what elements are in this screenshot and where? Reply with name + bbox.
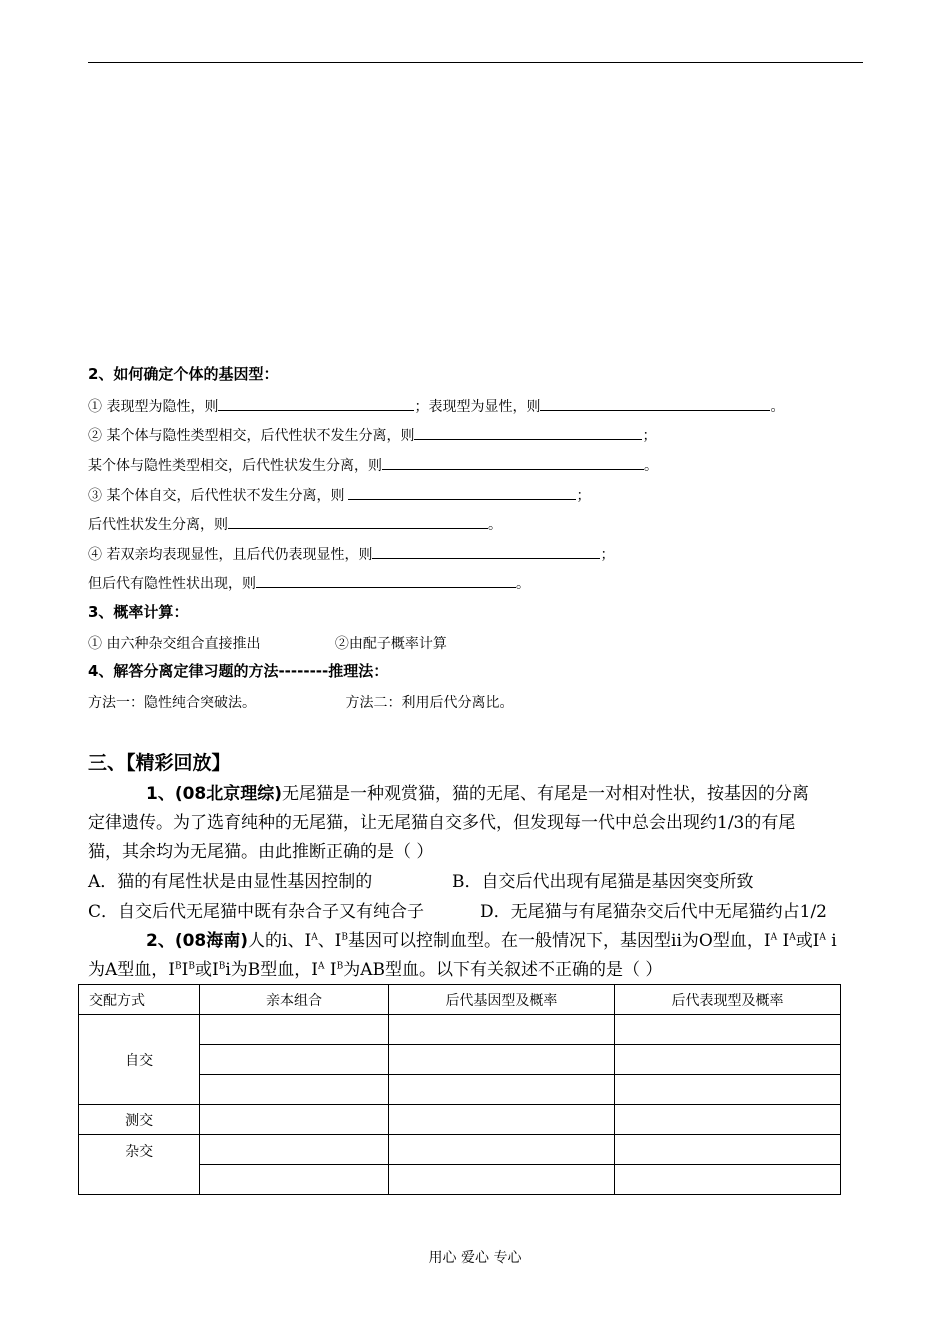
fill-line-4 [88, 485, 590, 505]
header-rule [88, 62, 863, 63]
text: 。 [516, 576, 530, 592]
table-cell[interactable] [614, 1015, 840, 1045]
table-cell[interactable] [388, 1165, 614, 1195]
superscript: A [317, 961, 325, 972]
answer-blank[interactable] [348, 485, 576, 500]
probability-methods [88, 633, 447, 653]
fill-line-1 [88, 396, 784, 416]
superscript: B [341, 932, 349, 943]
superscript: A [789, 932, 796, 943]
text: ④ 若双亲均表现显性，且后代仍表现显性，则 [88, 547, 373, 563]
table-row [79, 1105, 841, 1135]
answer-blank[interactable] [218, 396, 414, 411]
text: ③ 某个体自交，后代性状不发生分离，则 [88, 488, 345, 504]
method-item: ②由配子概率计算 [334, 636, 447, 652]
table-cell[interactable] [614, 1075, 840, 1105]
text: 。 [770, 399, 785, 415]
question-1-line-1 [146, 779, 809, 804]
text: I [777, 931, 790, 951]
text: I [181, 960, 189, 980]
table-cell[interactable] [200, 1135, 389, 1165]
superscript: A [819, 932, 826, 943]
method-item: 方法一：隐性纯合突破法。 [88, 695, 256, 711]
header-cell: 交配方式 [79, 985, 200, 1015]
text: ；表现型为显性，则 [414, 399, 541, 415]
superscript: A [770, 932, 778, 943]
table-cell[interactable] [614, 1045, 840, 1075]
text: 基因可以控制血型。在一般情况下，基因型ii为O型血，I [348, 931, 771, 951]
section-3-heading: 3、概率计算： [88, 603, 189, 621]
text: i为B型血，I [225, 960, 318, 980]
header-cell: 后代表现型及概率 [614, 985, 840, 1015]
option-c[interactable]: C．自交后代无尾猫中既有杂合子又有纯合子 [88, 902, 425, 922]
table-cell[interactable] [388, 1135, 614, 1165]
answer-blank[interactable] [228, 514, 488, 529]
text: ； [642, 428, 657, 444]
text: i [825, 931, 837, 951]
table-cell[interactable] [388, 1075, 614, 1105]
text: ； [600, 547, 615, 563]
table-cell[interactable] [614, 1135, 840, 1165]
question-1-line-3: 猫，其余均为无尾猫。由此推断正确的是（ ） [88, 842, 434, 862]
table-cell[interactable] [200, 1075, 389, 1105]
text: 或I [194, 960, 219, 980]
question-label: 1、(08北京理综) [146, 784, 283, 804]
review-heading: 三、【精彩回放】 [88, 752, 231, 774]
table-row [79, 1015, 841, 1045]
answer-blank[interactable] [382, 455, 644, 470]
page-footer: 用心 爱心 专心 [428, 1250, 522, 1266]
section-2-heading: 2、如何确定个体的基因型： [88, 365, 279, 383]
text: 人的i、I [248, 931, 312, 951]
text: 。 [488, 517, 502, 533]
table-cell[interactable] [200, 1105, 389, 1135]
row-label-selfing: 自交 [79, 1015, 200, 1105]
text: 为A型血，I [88, 960, 175, 980]
superscript: B [175, 961, 182, 972]
option-d[interactable]: D．无尾猫与有尾猫杂交后代中无尾猫约占1/2 [480, 902, 827, 922]
answer-blank[interactable] [372, 544, 600, 559]
fill-line-2 [88, 425, 656, 445]
header-cell: 后代基因型及概率 [388, 985, 614, 1015]
question-2-line-2 [88, 955, 662, 980]
method-item: ① 由六种杂交组合直接推出 [88, 636, 261, 652]
table-cell[interactable] [614, 1105, 840, 1135]
text: ② 某个体与隐性类型相交，后代性状不发生分离，则 [88, 428, 415, 444]
text: ① 表现型为隐性，则 [88, 399, 219, 415]
table-cell[interactable] [388, 1045, 614, 1075]
text: ； [576, 488, 591, 504]
text: 为AB型血。以下有关叙述不正确的是（ ） [343, 960, 663, 980]
superscript: B [218, 961, 226, 972]
question-label: 2、(08海南) [146, 931, 249, 951]
answer-blank[interactable] [256, 573, 516, 588]
question-text: 无尾猫是一种观赏猫，猫的无尾、有尾是一对相对性状，按基因的分离 [282, 784, 810, 804]
table-cell[interactable] [388, 1105, 614, 1135]
superscript: B [188, 961, 195, 972]
method-item: 方法二：利用后代分离比。 [345, 695, 514, 711]
table-row [79, 1135, 841, 1165]
reasoning-methods [88, 692, 513, 712]
question-2-line-1 [146, 926, 837, 951]
options-row-2 [88, 897, 827, 922]
table-cell[interactable] [388, 1015, 614, 1045]
table-header-row [79, 985, 841, 1015]
text: 。 [644, 458, 658, 474]
text: 后代性状发生分离，则 [88, 517, 228, 533]
table-cell[interactable] [614, 1165, 840, 1195]
fill-line-6 [88, 544, 614, 564]
text: 某个体与隐性类型相交，后代性状发生分离，则 [88, 458, 382, 474]
header-cell: 亲本组合 [200, 985, 389, 1015]
table-cell[interactable] [200, 1165, 389, 1195]
row-label-cross: 杂交 [79, 1135, 200, 1195]
fill-line-3 [88, 455, 658, 475]
text: 、I [317, 931, 342, 951]
table-cell[interactable] [200, 1015, 389, 1045]
cross-table [78, 984, 841, 1195]
text: 或I [795, 931, 820, 951]
text: 但后代有隐性性状出现，则 [88, 576, 256, 592]
fill-line-5 [88, 514, 502, 534]
option-b[interactable]: B．自交后代出现有尾猫是基因突变所致 [452, 872, 754, 892]
option-a[interactable]: A．猫的有尾性状是由显性基因控制的 [88, 872, 373, 892]
table-cell[interactable] [200, 1045, 389, 1075]
answer-blank[interactable] [540, 396, 770, 411]
answer-blank[interactable] [414, 425, 642, 440]
row-label-testcross: 测交 [79, 1105, 200, 1135]
superscript: A [311, 932, 318, 943]
superscript: B [336, 961, 344, 972]
section-4-heading: 4、解答分离定律习题的方法--------推理法： [88, 662, 389, 680]
options-row-1 [88, 867, 754, 892]
question-1-line-2: 定律遗传。为了选育纯种的无尾猫，让无尾猫自交多代，但发现每一代中总会出现约1/3的有尾 [88, 813, 796, 833]
text: I [324, 960, 337, 980]
fill-line-7 [88, 573, 530, 593]
